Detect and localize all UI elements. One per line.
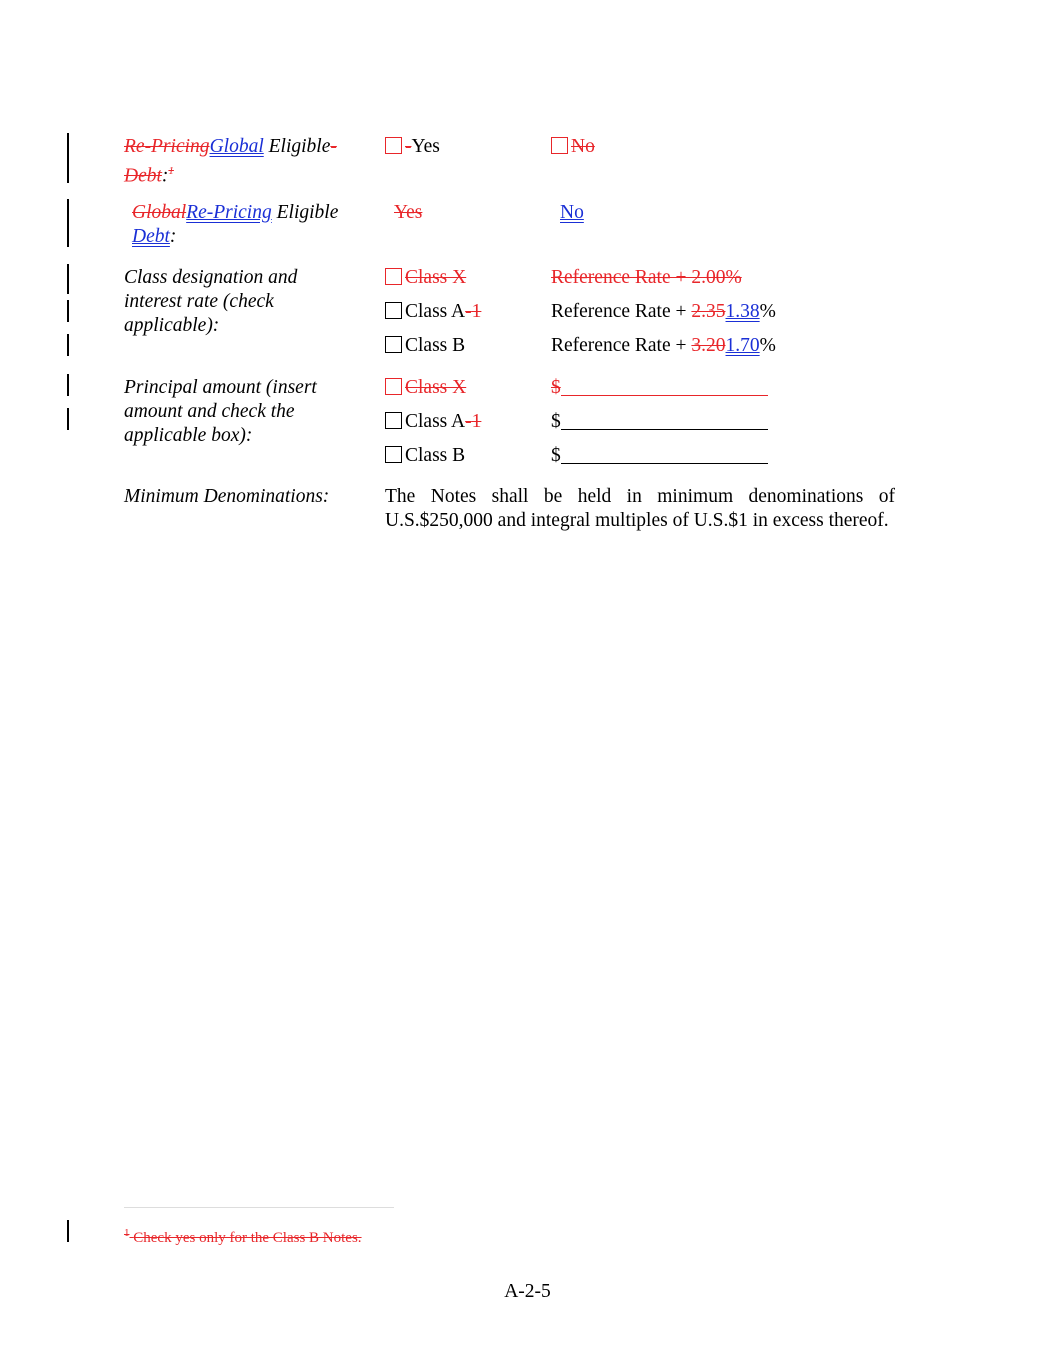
checkbox[interactable] — [385, 137, 402, 154]
minimum-denominations-label: Minimum Denominations: — [124, 486, 330, 507]
change-bar — [67, 334, 69, 356]
global-yes-option[interactable]: -Yes — [385, 135, 440, 159]
principal-class-a-amount[interactable]: $ — [551, 410, 768, 434]
change-bar — [67, 374, 69, 396]
checkbox[interactable] — [385, 412, 402, 429]
class-designation-label: Class designation and interest rate (check applicable): — [124, 267, 298, 336]
change-bar — [67, 199, 69, 247]
principal-class-a-option[interactable]: Class A-1 — [385, 410, 481, 434]
principal-class-x-option[interactable]: Class X — [385, 376, 466, 400]
principal-amount-label: Principal amount (insert amount and check the applicable box): — [124, 377, 317, 446]
global-eligible-debt-label: Re-PricingGlobal Eligible- Debt:$^1$ — [124, 136, 337, 187]
principal-class-b-option[interactable]: Class B — [385, 444, 465, 468]
minimum-denominations-text: The Notes shall be held in minimum denominations of U.S.$250,000 and integral multiples of U.S.$1 in excess thereof. — [385, 486, 895, 531]
class-x-option[interactable]: Class X — [385, 266, 466, 290]
checkbox[interactable] — [385, 446, 402, 463]
page-number: A-2-5 — [504, 1281, 551, 1302]
change-bar — [67, 300, 69, 322]
repricing-yes-option: Yes — [394, 202, 423, 223]
checkbox[interactable] — [385, 302, 402, 319]
global-no-option[interactable]: No — [551, 135, 595, 159]
class-a-option[interactable]: Class A-1 — [385, 300, 481, 324]
class-a-rate: Reference Rate + 2.351.38% — [551, 301, 776, 322]
class-b-rate: Reference Rate + 3.201.70% — [551, 335, 776, 356]
checkbox[interactable] — [385, 336, 402, 353]
change-bar — [67, 133, 69, 183]
repricing-eligible-debt-label: GlobalRe-Pricing Eligible Debt: — [132, 202, 339, 247]
change-bar — [67, 264, 69, 294]
principal-class-b-amount[interactable]: $ — [551, 444, 768, 468]
checkbox[interactable] — [385, 378, 402, 395]
footnote-separator — [124, 1207, 394, 1208]
principal-class-x-amount[interactable]: $ — [551, 376, 768, 400]
class-x-rate: Reference Rate + 2.00% — [551, 267, 742, 288]
class-b-option[interactable]: Class B — [385, 334, 465, 358]
checkbox[interactable] — [551, 137, 568, 154]
repricing-no-option: No — [560, 202, 584, 223]
change-bar — [67, 1220, 69, 1242]
footnote: $^1$ Check yes only for the Class B Notes. — [124, 1227, 362, 1246]
checkbox[interactable] — [385, 268, 402, 285]
change-bar — [67, 408, 69, 430]
